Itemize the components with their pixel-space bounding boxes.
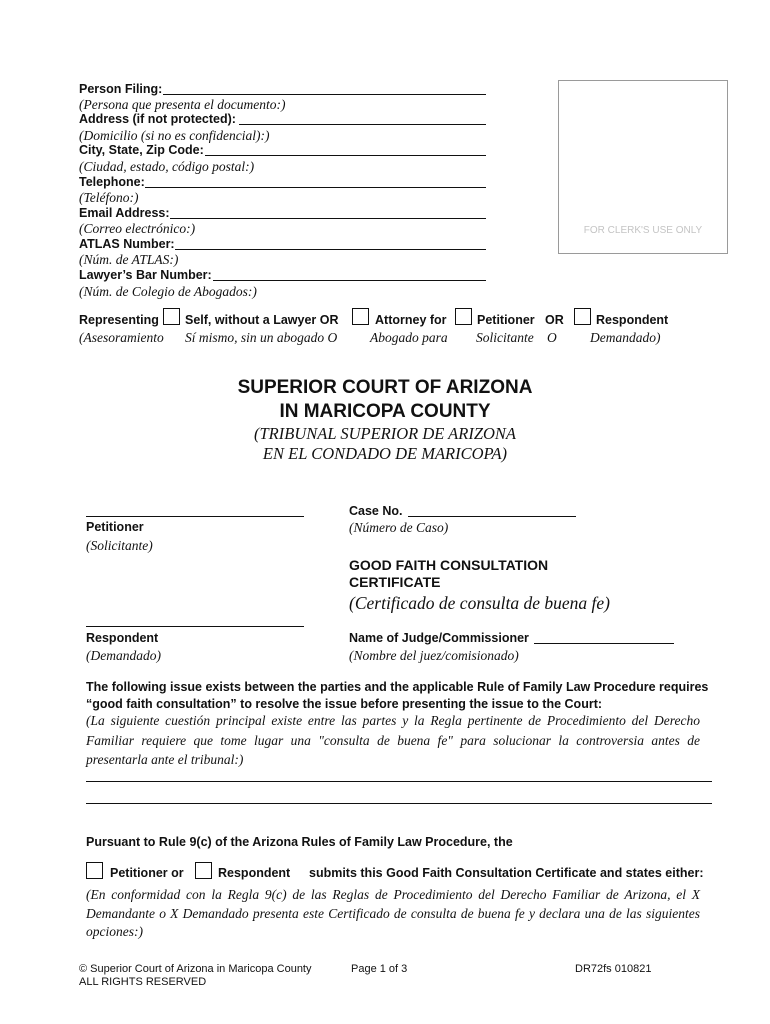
bar-number-label: Lawyer’s Bar Number: <box>79 268 212 282</box>
representing-label: Representing <box>79 313 159 327</box>
issue-field-line-1[interactable] <box>86 781 712 782</box>
rep-petitioner-label: Petitioner <box>477 313 535 327</box>
court-title-line-1-es: (TRIBUNAL SUPERIOR DE ARIZONA <box>254 424 516 443</box>
submits-text: submits this Good Faith Consultation Certificate and states either: <box>309 866 704 880</box>
rep-or-label-es: O <box>547 330 557 345</box>
petitioner-label-es: (Solicitante) <box>86 538 153 553</box>
judge-name-field[interactable] <box>534 643 674 644</box>
case-number-label: Case No. <box>349 504 403 518</box>
person-filing-label-es: (Persona que presenta el documento:) <box>79 97 286 112</box>
rep-respondent-label-es: Demandado) <box>590 330 661 345</box>
telephone-field[interactable] <box>145 187 486 188</box>
rights-text: ALL RIGHTS RESERVED <box>79 976 207 988</box>
respondent-label-es: (Demandado) <box>86 648 161 663</box>
email-label: Email Address: <box>79 206 170 220</box>
atlas-number-field[interactable] <box>175 249 486 250</box>
submitting-respondent-label: Respondent <box>218 866 291 880</box>
respondent-label: Respondent <box>86 631 159 645</box>
person-filing-field[interactable] <box>163 94 486 95</box>
submitting-petitioner-checkbox[interactable] <box>86 862 103 879</box>
rep-respondent-label: Respondent <box>596 313 669 327</box>
address-field[interactable] <box>239 124 486 125</box>
self-label: Self, without a Lawyer OR <box>185 313 339 327</box>
petitioner-label: Petitioner <box>86 520 144 534</box>
rep-petitioner-checkbox[interactable] <box>455 308 472 325</box>
city-state-zip-field[interactable] <box>205 155 486 156</box>
page-number: Page 1 of 3 <box>351 963 408 975</box>
issue-text: The following issue exists between the parties and the applicable Rule of Family Law Procedure requires “good faith consultation” to resolve the issue before presenting the issue to the Court: <box>86 680 709 711</box>
telephone-label-es: (Teléfono:) <box>79 190 139 205</box>
case-number-field[interactable] <box>408 516 576 517</box>
attorney-checkbox[interactable] <box>352 308 369 325</box>
respondent-name-field[interactable] <box>86 626 304 627</box>
pursuant-text-es: (En conformidad con la Regla 9(c) de las Reglas de Procedimiento del Derecho Familiar de Arizona, el X Demandante o X Demandado presenta este Certificado de consulta de buena fe y declara una de las siguientes opciones:) <box>86 887 700 939</box>
document-title-es: (Certificado de consulta de buena fe) <box>349 593 610 613</box>
petitioner-name-field[interactable] <box>86 516 304 517</box>
submitting-petitioner-label: Petitioner or <box>110 866 184 880</box>
submitting-respondent-checkbox[interactable] <box>195 862 212 879</box>
case-number-label-es: (Número de Caso) <box>349 520 449 535</box>
email-label-es: (Correo electrónico:) <box>79 221 196 236</box>
clerk-use-label: FOR CLERK'S USE ONLY <box>583 225 703 236</box>
attorney-label: Attorney for <box>375 313 447 327</box>
court-title-line-2-es: EN EL CONDADO DE MARICOPA) <box>262 444 508 463</box>
representing-label-es: (Asesoramiento <box>79 330 164 345</box>
self-checkbox[interactable] <box>163 308 180 325</box>
clerk-use-box <box>558 80 728 254</box>
form-id: DR72fs 010821 <box>575 963 652 975</box>
person-filing-label: Person Filing: <box>79 82 163 96</box>
court-title-line-2: IN MARICOPA COUNTY <box>279 401 491 422</box>
telephone-label: Telephone: <box>79 175 145 189</box>
issue-field-line-2[interactable] <box>86 803 712 804</box>
city-state-zip-label-es: (Ciudad, estado, código postal:) <box>79 159 255 174</box>
atlas-number-label: ATLAS Number: <box>79 237 175 251</box>
address-label: Address (if not protected): <box>79 112 236 126</box>
self-label-es: Sí mismo, sin un abogado O <box>185 330 338 345</box>
issue-text-es: (La siguiente cuestión principal existe entre las partes y la Regla pertinente de Procedimiento del Derecho Familiar requiere que tome lugar una "consulta de buena fe" para solucionar la controversia antes de presentarla ante el tribunal:) <box>86 713 700 767</box>
bar-number-label-es: (Núm. de Colegio de Abogados:) <box>79 284 257 299</box>
rep-petitioner-label-es: Solicitante <box>476 330 534 345</box>
document-title-line-1: GOOD FAITH CONSULTATION <box>349 557 549 573</box>
pursuant-text: Pursuant to Rule 9(c) of the Arizona Rules of Family Law Procedure, the <box>86 835 513 849</box>
judge-label-es: (Nombre del juez/comisionado) <box>349 648 519 663</box>
address-label-es: (Domicilio (si no es confidencial):) <box>79 128 270 143</box>
court-title-line-1: SUPERIOR COURT OF ARIZONA <box>237 377 533 398</box>
document-title-line-2: CERTIFICATE <box>349 574 441 590</box>
atlas-number-label-es: (Núm. de ATLAS:) <box>79 252 179 267</box>
attorney-label-es: Abogado para <box>370 330 448 345</box>
city-state-zip-label: City, State, Zip Code: <box>79 143 204 157</box>
email-field[interactable] <box>170 218 486 219</box>
judge-label: Name of Judge/Commissioner <box>349 631 529 645</box>
copyright-text: © Superior Court of Arizona in Maricopa County <box>79 963 312 975</box>
bar-number-field[interactable] <box>213 280 486 281</box>
rep-respondent-checkbox[interactable] <box>574 308 591 325</box>
rep-or-label: OR <box>545 313 564 327</box>
